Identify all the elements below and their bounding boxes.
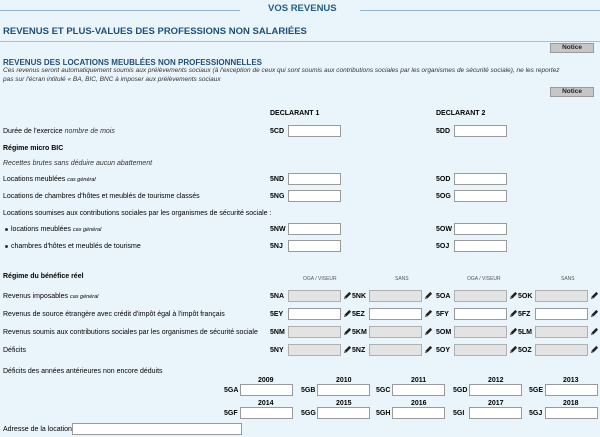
input-5OY[interactable]: [454, 344, 507, 356]
input-5GF[interactable]: [240, 407, 293, 419]
code-5GH: 5GH: [376, 410, 391, 417]
code-5OA: 5OA: [436, 293, 451, 300]
reel-row-label-text: Revenus imposables: [3, 293, 68, 300]
code-5OD: 5OD: [436, 176, 451, 183]
code-5GF: 5GF: [224, 410, 238, 417]
code-5FZ: 5FZ: [518, 311, 531, 318]
pencil-icon[interactable]: [343, 309, 352, 318]
input-5GE[interactable]: [545, 384, 598, 396]
reel-title: Régime du bénéfice réel: [3, 273, 84, 280]
subsection-desc-2: pas sur l'écran intitulé « BA, BIC, BNC à imposer aux prélèvements sociaux: [3, 76, 221, 83]
code-5GI: 5GI: [453, 410, 465, 417]
pencil-icon[interactable]: [509, 327, 518, 336]
code-5OG: 5OG: [436, 193, 451, 200]
code-5NW: 5NW: [270, 226, 286, 233]
input-5DD[interactable]: [454, 125, 507, 137]
year-label: 2017: [488, 400, 504, 407]
year-label: 2013: [563, 377, 579, 384]
code-5EY: 5EY: [270, 311, 284, 318]
duree-label-wrap: [3, 128, 115, 135]
pencil-icon[interactable]: [424, 327, 433, 336]
code-5NK: 5NK: [352, 293, 367, 300]
code-5DD: 5DD: [436, 128, 451, 135]
bullet-label-small: cas général: [72, 227, 102, 233]
code-5NG: 5NG: [270, 193, 285, 200]
code-5ND: 5ND: [270, 176, 285, 183]
pencil-icon[interactable]: [590, 309, 599, 318]
input-5OD[interactable]: [454, 173, 507, 185]
input-5NG[interactable]: [288, 190, 341, 202]
code-5GG: 5GG: [301, 410, 316, 417]
col-oga-2: OGA / VISEUR: [467, 276, 501, 282]
year-label: 2012: [488, 377, 504, 384]
input-5EY[interactable]: [288, 308, 341, 320]
tab-title: VOS REVENUS: [268, 3, 337, 14]
reel-row-label-text: Revenus de source étrangère avec crédit d'impôt égal à l'impôt français: [3, 311, 225, 318]
code-5EZ: 5EZ: [352, 311, 365, 318]
input-5GD[interactable]: [469, 384, 522, 396]
row-label-text: Locations meublées: [3, 176, 66, 183]
input-5FZ[interactable]: [535, 308, 588, 320]
bullet-dot: [5, 228, 8, 231]
reel-row-label: [3, 347, 26, 354]
bullet-label-text: locations meublées: [11, 226, 71, 233]
code-5OW: 5OW: [436, 226, 452, 233]
bullet-label-5NJ: chambres d'hôtes et meublés de tourisme: [11, 243, 141, 250]
pencil-icon[interactable]: [509, 291, 518, 300]
input-5EZ[interactable]: [369, 308, 422, 320]
input-5OA[interactable]: [454, 290, 507, 302]
row-label-5NG: Locations de chambres d'hôtes et meublés de tourisme classés: [3, 193, 200, 200]
input-5OM[interactable]: [454, 326, 507, 338]
declarant-1-header: DECLARANT 1: [270, 110, 320, 117]
code-5NY: 5NY: [270, 347, 284, 354]
code-5CD: 5CD: [270, 128, 285, 135]
input-5CD[interactable]: [288, 125, 341, 137]
year-label: 2018: [563, 400, 579, 407]
pencil-icon[interactable]: [509, 345, 518, 354]
soumises-label: Locations soumises aux contributions sociales par les organismes de sécurité sociale :: [3, 210, 272, 217]
duree-label-italic: nombre de mois: [64, 128, 115, 135]
input-5LM[interactable]: [535, 326, 588, 338]
code-5NZ: 5NZ: [352, 347, 366, 354]
input-5OG[interactable]: [454, 190, 507, 202]
input-5KM[interactable]: [369, 326, 422, 338]
subsection-desc-1: Ces revenus seront automatiquement soumis aux prélèvements sociaux (à l'exception de ceux qui sont soumis aux contributions sociales par les organismes de sécurité sociale), ne les reportez: [3, 67, 560, 74]
col-sans-2: SANS: [561, 276, 575, 282]
input-5NK[interactable]: [369, 290, 422, 302]
code-5GD: 5GD: [453, 387, 468, 394]
bullet-dot: [5, 245, 8, 248]
code-5GB: 5GB: [301, 387, 316, 394]
row-label-small: cas général: [67, 177, 96, 183]
code-5OZ: 5OZ: [518, 347, 532, 354]
year-label: 2015: [336, 400, 352, 407]
code-5LM: 5LM: [518, 329, 532, 336]
deficits-anterieurs-title: Déficits des années antérieures non encore déduits: [3, 368, 163, 375]
year-label: 2009: [258, 377, 274, 384]
micro-bic-subtitle: Recettes brutes sans déduire aucun abattement: [3, 160, 153, 167]
pencil-icon[interactable]: [343, 327, 352, 336]
declarant-2-header: DECLARANT 2: [436, 110, 486, 117]
col-sans-1: SANS: [395, 276, 409, 282]
year-label: 2014: [258, 400, 274, 407]
input-5NZ[interactable]: [369, 344, 422, 356]
micro-bic-title: Régime micro BIC: [3, 145, 64, 152]
reel-row-label: [3, 311, 225, 318]
pencil-icon[interactable]: [343, 345, 352, 354]
code-5GJ: 5GJ: [529, 410, 543, 417]
input-5GH[interactable]: [392, 407, 445, 419]
input-5GG[interactable]: [317, 407, 370, 419]
pencil-icon[interactable]: [590, 327, 599, 336]
reel-row-label: [3, 293, 98, 300]
reel-row-label-text: Déficits: [3, 347, 26, 354]
input-5NY[interactable]: [288, 344, 341, 356]
tab-line-right: [360, 10, 600, 11]
subsection-title: REVENUS DES LOCATIONS MEUBLÉES NON PROFESSIONNELLES: [3, 58, 262, 67]
code-5NA: 5NA: [270, 293, 285, 300]
row-label-5ND: [3, 176, 96, 183]
pencil-icon[interactable]: [509, 309, 518, 318]
code-5FY: 5FY: [436, 311, 449, 318]
year-label: 2011: [411, 377, 427, 384]
bullet-label-5NW: [11, 226, 101, 233]
section-title: REVENUS ET PLUS-VALUES DES PROFESSIONS NON SALARIÉES: [0, 22, 600, 42]
notice-button-2[interactable]: Notice: [550, 87, 594, 97]
pencil-icon[interactable]: [590, 291, 599, 300]
input-5GJ[interactable]: [545, 407, 598, 419]
pencil-icon[interactable]: [424, 345, 433, 354]
code-5OK: 5OK: [518, 293, 533, 300]
code-5GE: 5GE: [529, 387, 544, 394]
input-5OJ[interactable]: [454, 240, 507, 252]
code-5KM: 5KM: [352, 329, 367, 336]
input-5FY[interactable]: [454, 308, 507, 320]
input-5OW[interactable]: [454, 223, 507, 235]
col-oga-1: OGA / VISEUR: [303, 276, 337, 282]
adresse-input[interactable]: [72, 423, 242, 435]
pencil-icon[interactable]: [343, 291, 352, 300]
input-5GB[interactable]: [317, 384, 370, 396]
input-5GI[interactable]: [469, 407, 522, 419]
code-5GC: 5GC: [376, 387, 391, 394]
input-5NJ[interactable]: [288, 240, 341, 252]
notice-button-1[interactable]: Notice: [550, 43, 594, 53]
pencil-icon[interactable]: [424, 309, 433, 318]
input-5ND[interactable]: [288, 173, 341, 185]
input-5NA[interactable]: [288, 290, 341, 302]
reel-row-label-small: cas général: [69, 294, 99, 300]
code-5OY: 5OY: [436, 347, 451, 354]
input-5GA[interactable]: [240, 384, 293, 396]
reel-row-label: [3, 329, 258, 336]
pencil-icon[interactable]: [424, 291, 433, 300]
code-5NJ: 5NJ: [270, 243, 283, 250]
input-5OZ[interactable]: [535, 344, 588, 356]
adresse-label: Adresse de la location: [3, 426, 72, 433]
reel-row-label-text: Revenus soumis aux contributions sociales par les organismes de sécurité sociale: [3, 329, 258, 336]
year-label: 2016: [411, 400, 427, 407]
input-5NW[interactable]: [288, 223, 341, 235]
code-5OJ: 5OJ: [436, 243, 450, 250]
code-5NM: 5NM: [270, 329, 285, 336]
code-5GA: 5GA: [224, 387, 239, 394]
year-label: 2010: [336, 377, 352, 384]
pencil-icon[interactable]: [590, 345, 599, 354]
input-5NM[interactable]: [288, 326, 341, 338]
input-5OK[interactable]: [535, 290, 588, 302]
code-5OM: 5OM: [436, 329, 452, 336]
tab-line-left: [0, 10, 240, 11]
input-5GC[interactable]: [392, 384, 445, 396]
tab-bar: [0, 0, 600, 22]
duree-label: Durée de l'exercice: [3, 128, 63, 135]
